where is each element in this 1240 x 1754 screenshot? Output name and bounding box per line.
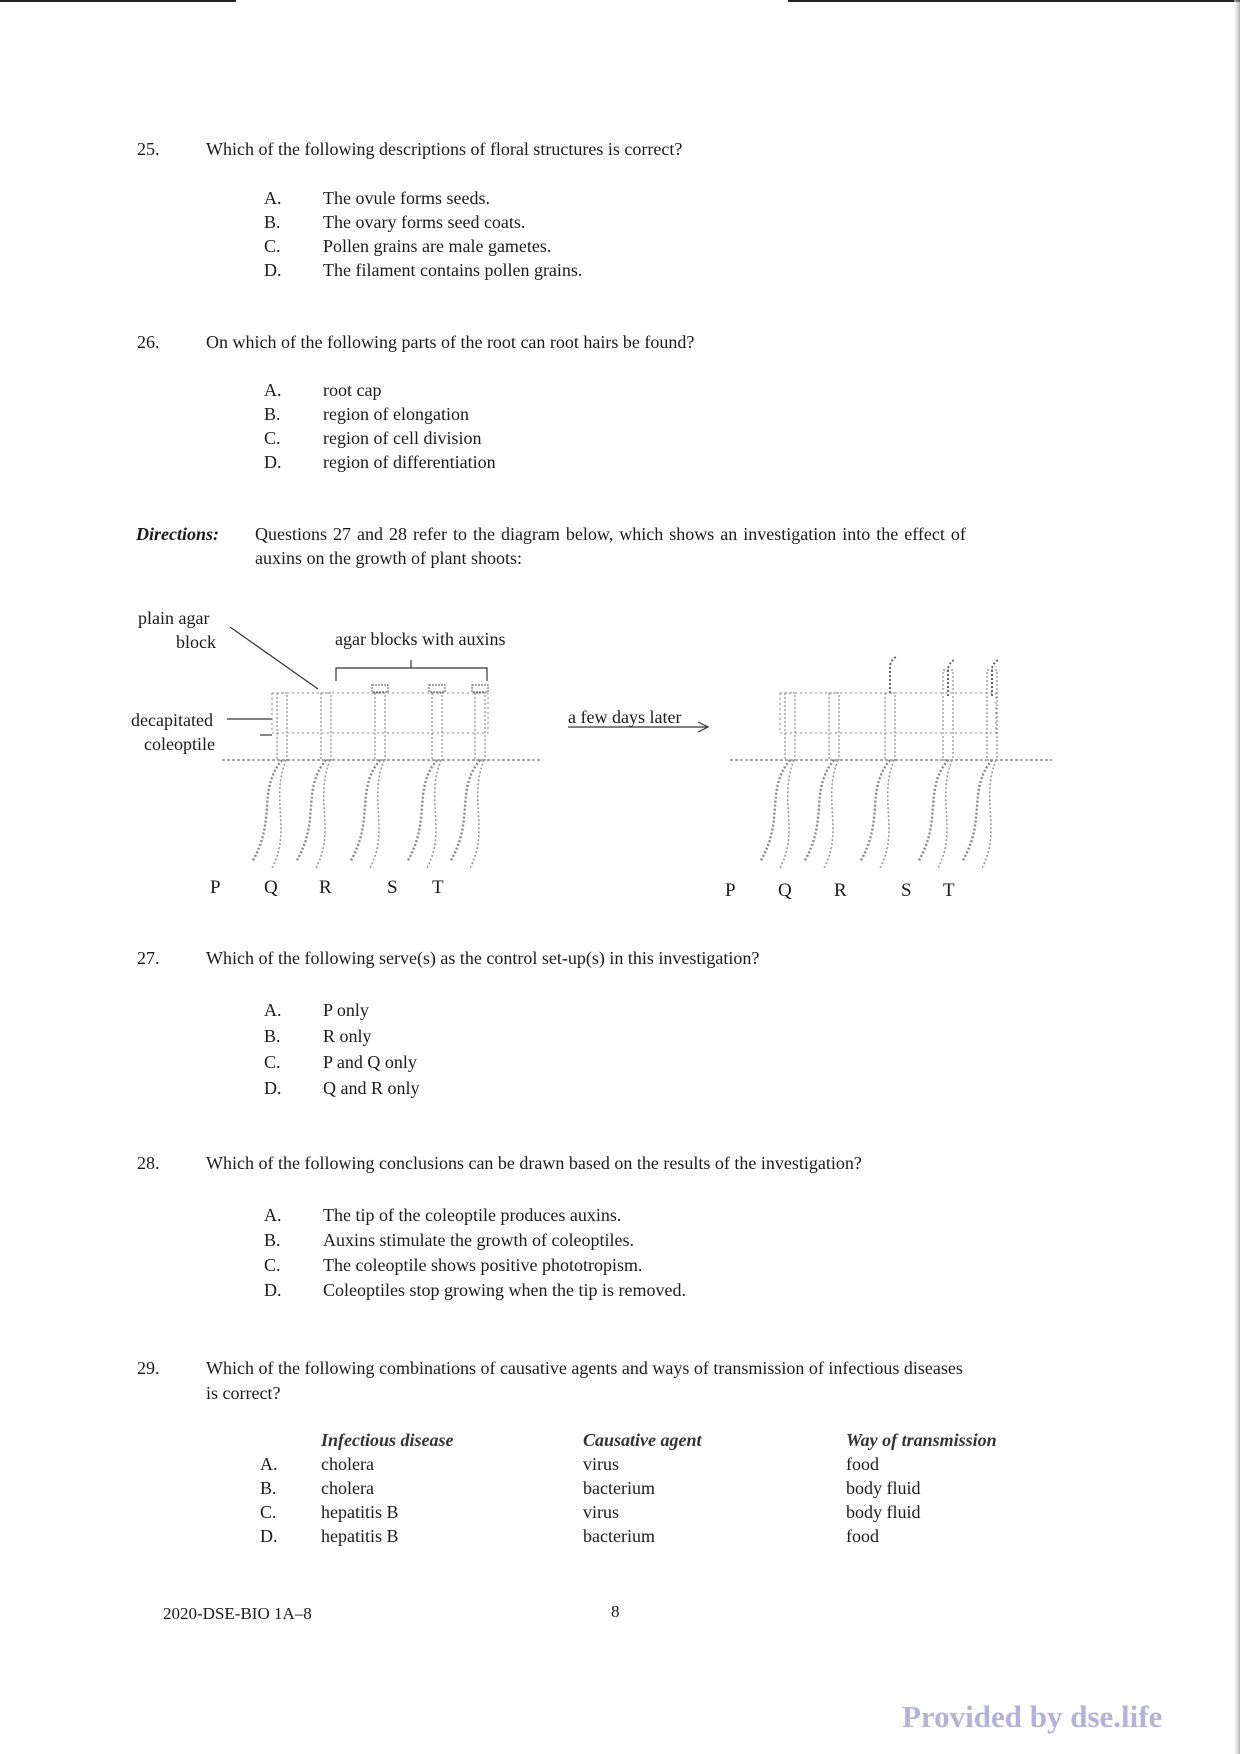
letter-t-before: T	[432, 877, 444, 898]
question-text: Which of the following conclusions can be drawn based on the results of the investigation?	[206, 1153, 862, 1173]
letter-p-after: P	[725, 880, 736, 901]
coleoptile-s-after	[918, 670, 953, 868]
letter-p-before: P	[210, 877, 221, 898]
coleoptile-t-before	[450, 685, 488, 868]
page-number: 8	[611, 1602, 620, 1621]
letter-s-before: S	[387, 877, 398, 898]
paper-code: 2020-DSE-BIO 1A–8	[163, 1604, 312, 1623]
label-decapitated: decapitated	[131, 710, 213, 730]
label-agar-blocks-with-auxins: agar blocks with auxins	[335, 629, 506, 649]
coleoptile-q-before	[296, 693, 331, 868]
scan-edge-top-right	[788, 0, 1240, 2]
grown-tip-0	[890, 657, 896, 693]
option-b[interactable]: B. cholera bacterium body fluid	[260, 1478, 921, 1498]
letter-r-after: R	[834, 880, 847, 901]
header-way-of-transmission: Way of transmission	[846, 1430, 997, 1450]
question-text-line-1: Which of the following combinations of causative agents and ways of transmission of infectious diseases	[206, 1358, 963, 1378]
auxin-coleoptile-diagram	[0, 590, 1240, 910]
label-plain-agar-block: block	[176, 632, 216, 652]
question-number: 25.	[137, 139, 160, 159]
question-text-line-2: is correct?	[206, 1383, 281, 1403]
letter-s-after: S	[901, 880, 912, 901]
setup-outline-before	[272, 693, 488, 733]
option-a[interactable]: A. cholera virus food	[260, 1454, 879, 1474]
question-text: On which of the following parts of the root can root hairs be found?	[206, 332, 695, 352]
coleoptiles-before	[222, 685, 540, 868]
watermark: Provided by dse.life	[902, 1699, 1163, 1734]
coleoptile-q-after	[804, 693, 839, 868]
options-table	[260, 1428, 1046, 1548]
directions-label: Directions:	[136, 524, 219, 544]
coleoptile-p-after	[760, 693, 795, 868]
letter-q-after: Q	[778, 880, 792, 901]
option-c[interactable]: C. hepatitis B virus body fluid	[260, 1502, 921, 1522]
setup-outline-after	[780, 693, 996, 733]
question-text: Which of the following serve(s) as the control set-up(s) in this investigation?	[206, 948, 760, 968]
header-infectious-disease: Infectious disease	[321, 1430, 454, 1450]
brace-agar-blocks	[336, 668, 487, 681]
letter-q-before: Q	[264, 877, 278, 898]
label-a-few-days-later: a few days later	[568, 707, 682, 727]
letter-t-after: T	[943, 880, 955, 901]
coleoptile-r-after	[860, 693, 895, 868]
question-number: 29.	[137, 1358, 160, 1378]
question-text: Which of the following descriptions of floral structures is correct?	[206, 139, 683, 159]
header-causative-agent: Causative agent	[583, 1430, 702, 1450]
coleoptile-t-after	[962, 670, 997, 868]
letter-r-before: R	[319, 877, 332, 898]
coleoptiles-after	[730, 657, 1052, 868]
question-number: 26.	[137, 332, 160, 352]
label-plain-agar: plain agar	[138, 608, 210, 628]
scan-edge-top-left	[0, 0, 236, 2]
directions-line-2: auxins on the growth of plant shoots:	[255, 548, 522, 568]
directions-line-1: Questions 27 and 28 refer to the diagram below, which shows an investigation into the effect of	[255, 524, 966, 544]
leader-line-plain-agar	[230, 627, 318, 689]
label-coleoptile: coleoptile	[144, 734, 215, 754]
question-number: 27.	[137, 948, 160, 968]
coleoptile-r-before	[350, 685, 388, 868]
question-number: 28.	[137, 1153, 160, 1173]
option-d[interactable]: D. hepatitis B bacterium food	[260, 1526, 879, 1546]
coleoptile-s-before	[407, 685, 445, 868]
table-header-row	[260, 1428, 1046, 1452]
